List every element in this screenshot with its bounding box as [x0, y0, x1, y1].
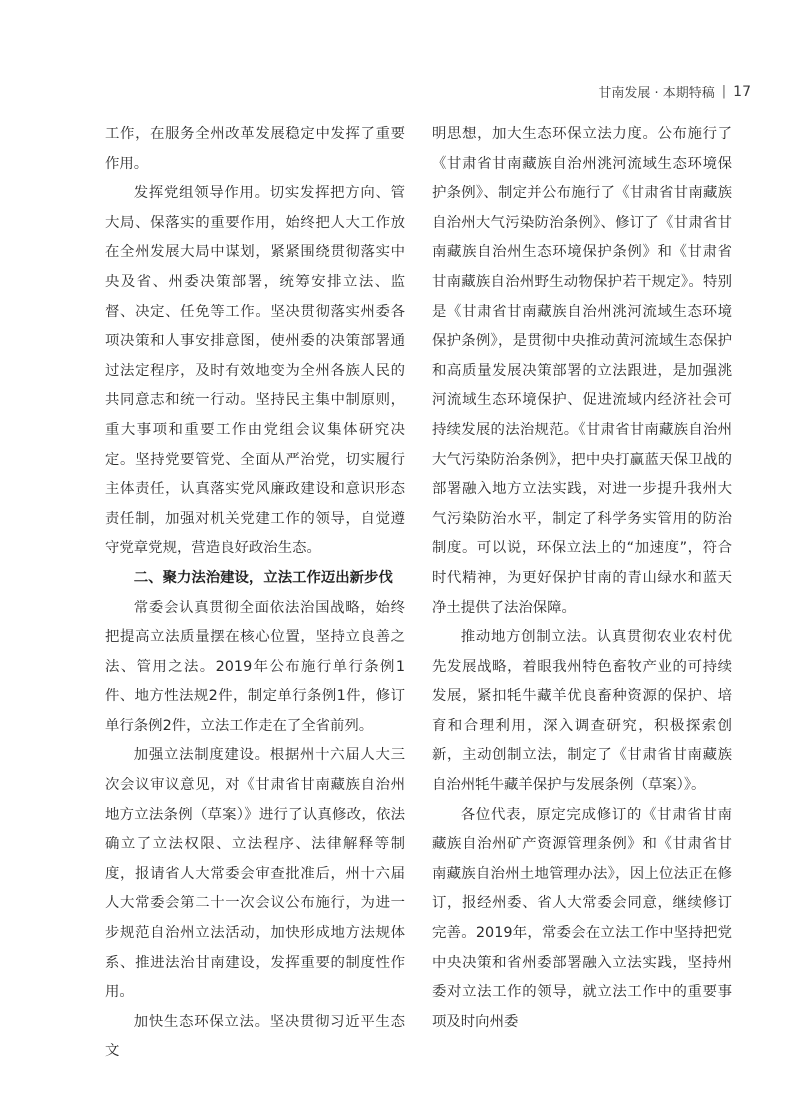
- paragraph: 推动地方创制立法。认真贯彻农业农村优先发展战略，着眼我州特色畜牧产业的可持续发展，紧扣牦牛藏羊优良畜种资源的保护、培育和合理利用，深入调查研究，积极探索创新，主动创制立法，制定了《甘肃省甘南藏族自治州牦牛藏羊保护与发展条例（草案）》。: [432, 629, 732, 794]
- paragraph: 加强立法制度建设。根据州十六届人大三次会议审议意见，对《甘肃省甘南藏族自治州地方立法条例（草案）》进行了认真修改，依法确立了立法权限、立法程序、法律解释等制度，报请省人大常委会审查批准后，州十六届人大常委会第二十一次会议公布施行，为进一步规范自治州立法活动，加快形成地方法规体系、推进法治甘南建设，发挥重要的制度性作用。: [105, 747, 405, 1001]
- left-column: [105, 120, 405, 1067]
- page-header: [598, 82, 751, 101]
- paragraph: 明思想，加大生态环保立法力度。公布施行了《甘肃省甘南藏族自治州洮河流域生态环境保护条例》、制定并公布施行了《甘肃省甘南藏族自治州大气污染防治条例》、修订了《甘肃省甘南藏族自治州生态环境保护条例》和《甘肃省甘南藏族自治州野生动物保护若干规定》。特别是《甘肃省甘南藏族自治州洮河流域生态环境保护条例》，是贯彻中央推动黄河流域生态保护和高质量发展决策部署的立法跟进，是加强洮河流域生态环境保护、促进流域内经济社会可持续发展的法治规范。《甘肃省甘南藏族自治州大气污染防治条例》，把中央打赢蓝天保卫战的部署融入地方立法实践，对进一步提升我州大气污染防治水平，制定了科学务实管用的防治制度。可以说，环保立法上的“加速度”，符合时代精神，为更好保护甘南的青山绿水和蓝天净土提供了法治保障。: [432, 126, 732, 616]
- paragraph: 工作，在服务全州改革发展稳定中发挥了重要作用。: [105, 126, 405, 172]
- paragraph: 发挥党组领导作用。切实发挥把方向、管大局、保落实的重要作用，始终把人大工作放在全州发展大局中谋划，紧紧围绕贯彻落实中央及省、州委决策部署，统筹安排立法、监督、决定、任免等工作。坚决贯彻落实州委各项决策和人事安排意图，使州委的决策部署通过法定程序，及时有效地变为全州各族人民的共同意志和统一行动。坚持民主集中制原则，重大事项和重要工作由党组会议集体研究决定。坚持党要管党、全面从严治党，切实履行主体责任，认真落实党风廉政建设和意识形态责任制，加强对机关党建工作的领导，自觉遵守党章党规，营造良好政治生态。: [105, 185, 405, 557]
- section-heading: 二、聚力法治建设，立法工作迈出新步伐: [133, 569, 393, 586]
- header-separator: |: [721, 84, 727, 99]
- section-title: 甘南发展 · 本期特稿: [598, 86, 715, 101]
- page-number: 17: [733, 83, 751, 100]
- paragraph: 常委会认真贯彻全面依法治国战略，始终把提高立法质量摆在核心位置，坚持立良善之法、管用之法。2019年公布施行单行条例1件、地方性法规2件，制定单行条例1件，修订单行条例2件，立法工作走在了全省前列。: [105, 599, 405, 734]
- paragraph: 加快生态环保立法。坚决贯彻习近平生态文: [105, 1013, 405, 1060]
- paragraph: 各位代表，原定完成修订的《甘肃省甘南藏族自治州矿产资源管理条例》和《甘肃省甘南藏族自治州土地管理办法》，因上位法正在修订，报经州委、省人大常委会同意，继续修订完善。2019年，常委会在立法工作中坚持把党中央决策和省州委部署融入立法实践，坚持州委对立法工作的领导，就立法工作中的重要事项及时向州委: [432, 806, 732, 1030]
- right-column: [432, 120, 732, 1037]
